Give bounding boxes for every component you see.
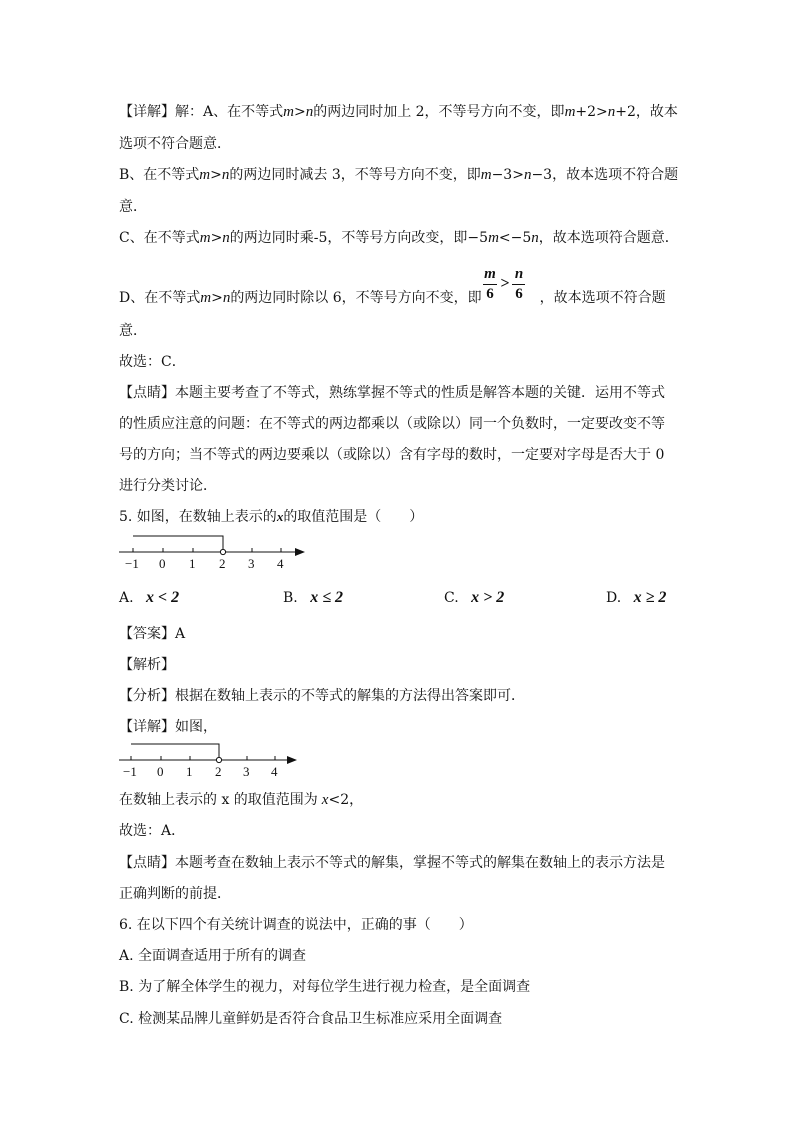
option-d: D. x ≥ 2	[606, 589, 667, 606]
option-a: A. x < 2	[119, 589, 180, 606]
option-b: B. x ≤ 2	[283, 589, 343, 606]
fraction-left-denominator: 6	[486, 286, 494, 302]
comment-line-2: 的性质应注意的问题：在不等式的两边都乘以（或除以）同一个负数时，一定要改变不等	[119, 416, 665, 432]
detail-figure-intro: 【详解】如图，	[119, 719, 217, 735]
choose-a: 故选：A．	[119, 823, 186, 839]
axis-label: −1	[125, 556, 139, 571]
question-6: 6. 在以下四个有关统计调查的说法中，正确的事（ ）	[119, 917, 473, 933]
axis-label: 1	[189, 556, 196, 571]
range-statement: 在数轴上表示的 x 的取值范围为 x<2，	[119, 792, 364, 808]
axis-label: 4	[277, 556, 284, 571]
detail-line-a-cont: 选项不符合题意．	[119, 136, 231, 152]
detail-line-a: 【详解】解：A、在不等式m>n的两边同时加上 2，不等号方向不变，即m+2>n+2，故本	[119, 104, 678, 120]
answer-label: 【答案】A	[119, 626, 186, 642]
detail-line-d-cont: 意．	[119, 323, 147, 339]
choose-c: 故选：C．	[119, 354, 186, 370]
number-line-solution	[115, 738, 310, 780]
axis-label: 0	[157, 764, 164, 779]
fraction-gt-sign: >	[500, 275, 510, 292]
detail-line-d: D、在不等式m>n的两边同时除以 6，不等号方向不变，即 ，故本选项不符合题	[119, 290, 666, 306]
detail-line-b-cont: 意．	[119, 199, 147, 215]
comment2-line-1: 【点睛】本题考查在数轴上表示不等式的解集，掌握不等式的解集在数轴上的表示方法是	[119, 855, 665, 871]
axis-label: 0	[159, 556, 166, 571]
comment-line-4: 进行分类讨论．	[119, 478, 217, 494]
axis-label: 2	[219, 556, 226, 571]
axis-label: −1	[123, 764, 137, 779]
fraction-left-bar	[483, 284, 497, 285]
detail-line-b: B、在不等式m>n的两边同时减去 3，不等号方向不变，即m−3>n−3，故本选项不符合题	[119, 167, 679, 183]
fraction-right-denominator: 6	[515, 286, 523, 302]
fraction-right-bar	[512, 284, 525, 285]
option-c: C. x > 2	[444, 589, 505, 606]
question-6-option-c: C. 检测某品牌儿童鲜奶是否符合食品卫生标准应采用全面调查	[119, 1011, 503, 1027]
axis-label: 2	[215, 764, 222, 779]
axis-label: 4	[271, 764, 278, 779]
axis-label: 3	[248, 556, 255, 571]
comment-line-1: 【点睛】本题主要考查了不等式，熟练掌握不等式的性质是解答本题的关键．运用不等式	[119, 385, 665, 401]
axis-label: 1	[186, 764, 193, 779]
comment-line-3: 号的方向；当不等式的两边要乘以（或除以）含有字母的数时，一定要对字母是否大于 0	[119, 447, 665, 463]
comment2-line-2: 正确判断的前提．	[119, 886, 231, 902]
fraction-right-numerator: n	[514, 266, 524, 282]
analysis-label: 【解析】	[119, 657, 175, 673]
question-6-option-b: B. 为了解全体学生的视力，对每位学生进行视力检查，是全面调查	[119, 979, 531, 995]
axis-label: 3	[243, 764, 250, 779]
detail-line-c: C、在不等式m>n的两边同时乘-5，不等号方向改变，即−5m<−5n，故本选项符合题意．	[119, 230, 679, 246]
fraction-left-numerator: m	[484, 266, 496, 282]
question-5: 5. 如图，在数轴上表示的x的取值范围是（ ）	[119, 509, 424, 525]
analysis-text: 【分析】根据在数轴上表示的不等式的解集的方法得出答案即可．	[119, 688, 525, 704]
question-6-option-a: A. 全面调查适用于所有的调查	[119, 948, 307, 964]
number-line-question	[115, 530, 315, 572]
